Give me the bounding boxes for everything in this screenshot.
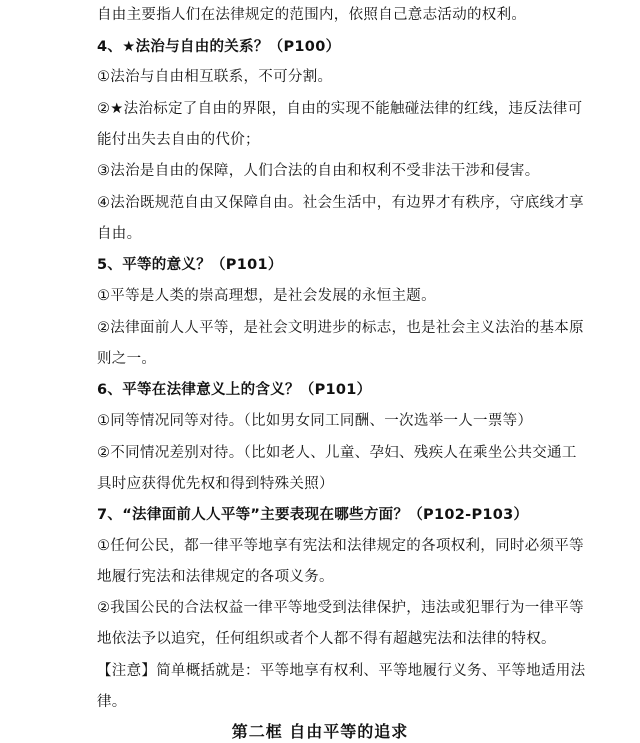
text-line: ①平等是人类的崇高理想，是社会发展的永恒主题。	[97, 288, 436, 304]
text-line: ④法治既规范自由又保障自由。社会生活中，有边界才有秩序，守底线才享	[97, 195, 584, 211]
text-line: ②★法治标定了自由的界限，自由的实现不能触碰法律的红线，违反法律可	[97, 101, 583, 117]
question-heading-7: 7、“法律面前人人平等”主要表现在哪些方面？（P102-P103）	[97, 507, 529, 523]
text-line: 能付出失去自由的代价；	[97, 132, 260, 148]
text-line: ③法治是自由的保障，人们合法的自由和权利不受非法干涉和侵害。	[97, 163, 540, 179]
text-line: ②不同情况差别对待。（比如老人、儿童、孕妇、残疾人在乘坐公共交通工	[97, 445, 577, 461]
text-line: 自由主要指人们在法律规定的范围内，依照自己意志活动的权利。	[97, 7, 527, 23]
text-line: 律。	[97, 694, 127, 710]
text-line: 自由。	[97, 226, 142, 242]
question-heading-4: 4、★法治与自由的关系？（P100）	[97, 39, 341, 55]
text-line: 地依法予以追究，任何组织或者个人都不得有超越宪法和法律的特权。	[97, 631, 556, 647]
text-line: ①任何公民，都一律平等地享有宪法和法律规定的各项权利，同时必须平等	[97, 538, 584, 554]
text-line: 地履行宪法和法律规定的各项义务。	[97, 569, 334, 585]
note-line: 【注意】简单概括就是：平等地享有权利、平等地履行义务、平等地适用法	[97, 663, 586, 679]
text-line: ①同等情况同等对待。（比如男女同工同酬、一次选举一人一票等）	[97, 413, 533, 429]
question-heading-5: 5、平等的意义？（P101）	[97, 257, 283, 273]
text-line: 则之一。	[97, 351, 157, 367]
text-line: 具时应获得优先权和得到特殊关照）	[97, 476, 334, 492]
text-line: ①法治与自由相互联系，不可分割。	[97, 69, 333, 85]
question-heading-6: 6、平等在法律意义上的含义？（P101）	[97, 382, 372, 398]
text-line: ②法律面前人人平等，是社会文明进步的标志，也是社会主义法治的基本原	[97, 320, 584, 336]
text-line: ②我国公民的合法权益一律平等地受到法律保护，违法或犯罪行为一律平等	[97, 600, 584, 616]
section-title: 第二框 自由平等的追求	[231, 722, 409, 741]
